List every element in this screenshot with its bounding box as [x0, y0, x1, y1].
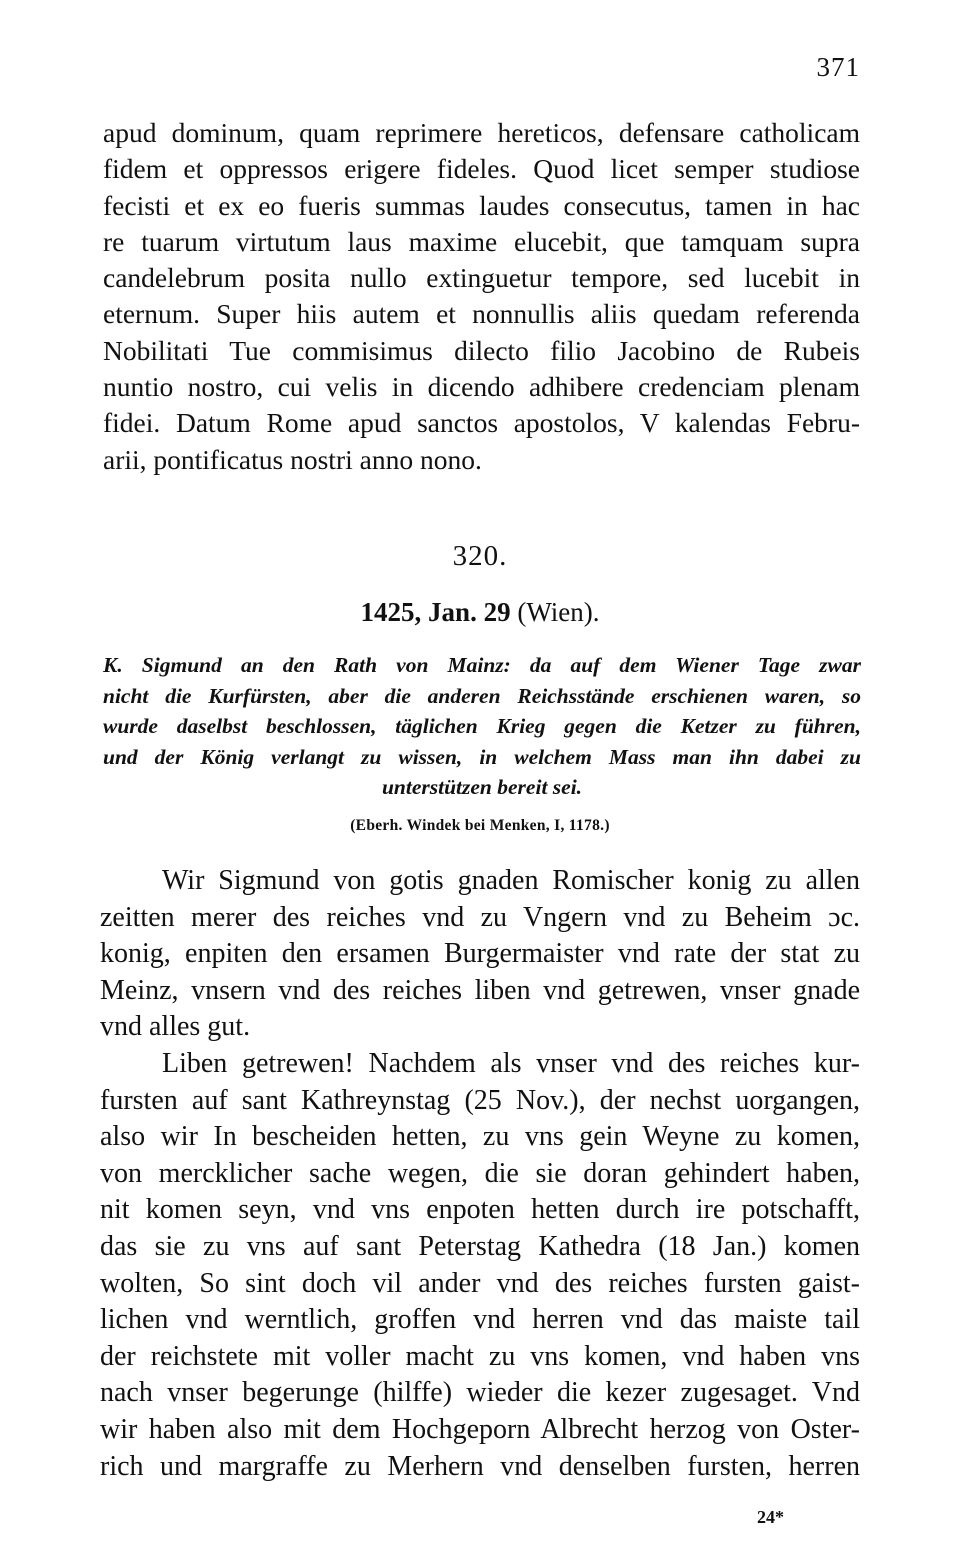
- text-line: apud dominum, quam reprimere hereticos, defensare catholicam: [103, 117, 860, 148]
- text-line: das sie zu vns auf sant Peterstag Kathedra (18 Jan.) komen: [100, 1230, 860, 1262]
- previous-letter-text: [103, 115, 860, 478]
- document-place: (Wien).: [517, 597, 600, 627]
- text-line: wir haben also mit dem Hochgeporn Albrecht herzog von Oster-: [100, 1413, 860, 1445]
- text-line: fursten auf sant Kathreynstag (25 Nov.), der nechst uorgangen,: [100, 1084, 860, 1116]
- letter-text: [100, 863, 860, 1485]
- text-line: also wir In bescheiden hetten, zu vns gein Weyne zu komen,: [100, 1121, 860, 1153]
- text-line: Nobilitati Tue commisimus dilecto filio Jacobino de Rubeis: [103, 334, 860, 366]
- text-line: zeitten merer des reiches vnd zu Vngern vnd zu Beheim ɔc.: [100, 901, 860, 933]
- text-line: fidem et oppressos erigere fideles. Quod licet semper studiose: [103, 153, 860, 185]
- document-dateline: [0, 597, 960, 628]
- summary-line: und der König verlangt zu wissen, in welchem Mass man ihn dabei zu: [103, 744, 861, 769]
- page-number: 371: [816, 52, 860, 82]
- source-citation: (Eberh. Windek bei Menken, I, 1178.): [350, 817, 610, 834]
- text-line: fidei. Datum Rome apud sanctos apostolos, V kalendas Febru-: [103, 407, 860, 439]
- summary-line: unterstützen bereit sei.: [381, 775, 583, 799]
- printer-signature-mark: 24*: [757, 1507, 784, 1527]
- text-line: nuntio nostro, cui velis in dicendo adhibere credenciam plenam: [103, 371, 860, 403]
- text-line: wolten, So sint doch vil ander vnd des reiches fursten gaist-: [100, 1267, 860, 1299]
- text-line: rich und margraffe zu Merhern vnd denselben fursten, herren: [100, 1450, 860, 1482]
- text-line: eternum. Super hiis autem et nonnullis aliis quedam referenda: [103, 298, 860, 330]
- text-line: re tuarum virtutum laus maxime elucebit, que tamquam supra: [103, 225, 860, 257]
- document-number: 320.: [452, 540, 508, 572]
- text-line: konig, enpiten den ersamen Burgermaister vnd rate der stat zu: [100, 938, 860, 970]
- document-summary: [103, 650, 861, 803]
- text-line: nit komen seyn, vnd vns enpoten hetten durch ire potschafft,: [100, 1194, 860, 1226]
- summary-line: wurde daselbst beschlossen, täglichen Krieg gegen die Ketzer zu führen,: [103, 714, 861, 738]
- summary-line: nicht die Kurfürsten, aber die anderen Reichsstände erschienen waren, so: [103, 683, 861, 708]
- text-line: candelebrum posita nullo extinguetur tempore, sed lucebit in: [103, 262, 860, 294]
- summary-line: K. Sigmund an den Rath von Mainz: da auf dem Wiener Tage zwar: [103, 653, 861, 677]
- text-line: arii, pontificatus nostri anno nono.: [103, 443, 482, 475]
- text-line: Wir Sigmund von gotis gnaden Romischer konig zu allen: [162, 865, 860, 896]
- text-line: der reichstete mit voller macht zu vns komen, vnd haben vns: [100, 1340, 860, 1372]
- text-line: Liben getrewen! Nachdem als vnser vnd des reiches kur-: [162, 1047, 860, 1079]
- document-date: 1425, Jan. 29: [360, 597, 511, 627]
- text-line: lichen vnd werntlich, groffen vnd herren vnd das maiste tail: [100, 1304, 860, 1336]
- text-line: von mercklicher sache wegen, die sie doran gehindert haben,: [100, 1157, 860, 1189]
- text-line: vnd alles gut.: [100, 1011, 251, 1043]
- text-line: fecisti et ex eo fueris summas laudes consecutus, tamen in hac: [103, 189, 860, 221]
- text-line: nach vnser begerunge (hilffe) wieder die kezer zugesaget. Vnd: [100, 1377, 860, 1409]
- text-line: Meinz, vnsern vnd des reiches liben vnd getrewen, vnser gnade: [100, 974, 860, 1006]
